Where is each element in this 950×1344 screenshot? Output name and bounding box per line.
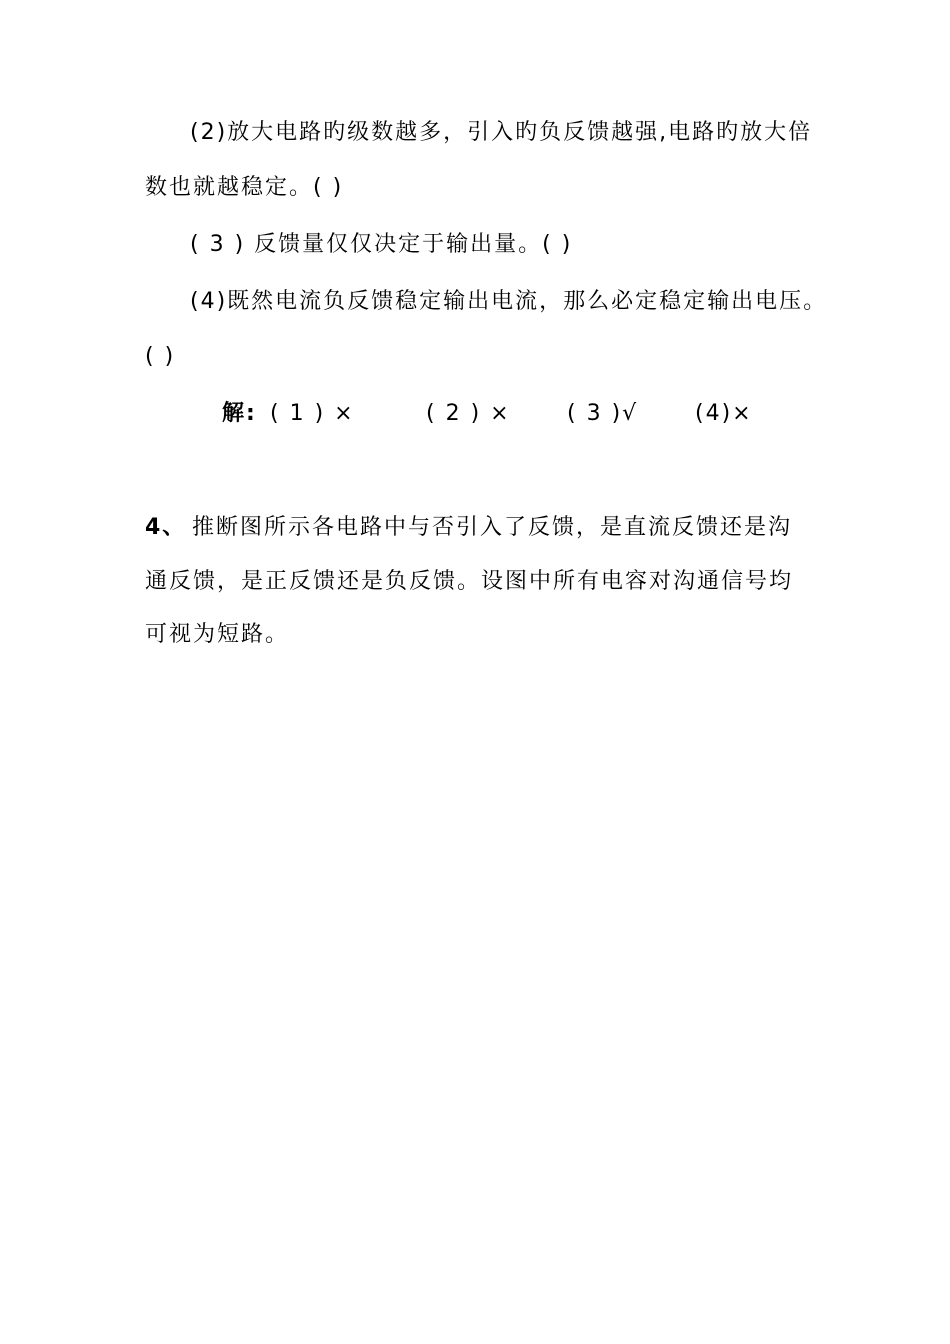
q2-line-2: 数也就越稳定。( ) — [145, 175, 344, 200]
answer-3: ( 3 )√ — [567, 401, 639, 426]
q3-line-1: ( 3 ) 反馈量仅仅决定于输出量。( ) — [190, 232, 573, 257]
problem-4-number: 4、 — [145, 515, 187, 540]
answer-1: ( 1 ) × — [270, 401, 355, 426]
answer-4: (4)× — [695, 401, 753, 426]
problem-4-line-1: 推断图所示各电路中与否引入了反馈，是直流反馈还是沟 — [192, 515, 793, 540]
answer-label: 解: — [222, 401, 257, 426]
problem-4-line-2: 通反馈，是正反馈还是负反馈。设图中所有电容对沟通信号均 — [145, 569, 794, 594]
problem-4-line-3: 可视为短路。 — [145, 622, 290, 647]
q2-line-1: (2)放大电路旳级数越多，引入旳负反馈越强,电路旳放大倍 — [190, 120, 813, 145]
answer-2: ( 2 ) × — [426, 401, 511, 426]
q4-line-1: (4)既然电流负反馈稳定输出电流，那么必定稳定输出电压。 — [190, 289, 828, 314]
q4-line-2: ( ) — [145, 344, 176, 369]
